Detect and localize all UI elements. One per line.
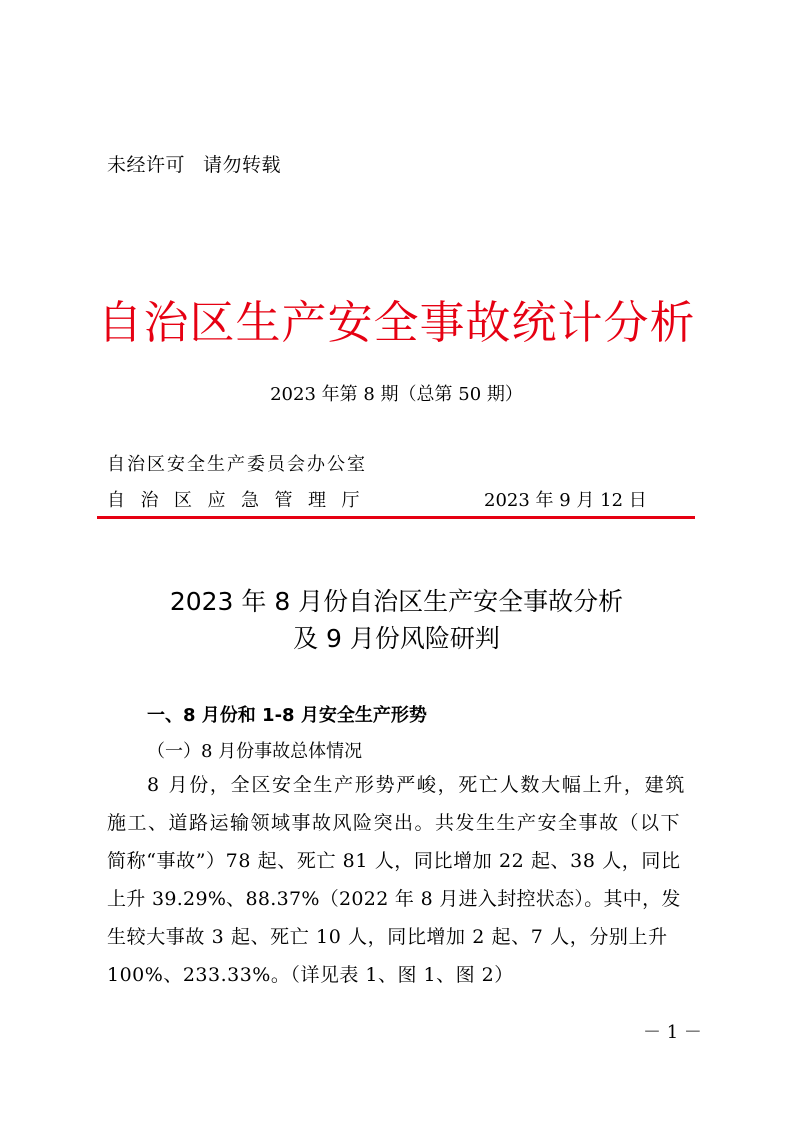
header-divider	[97, 516, 695, 519]
subsection-heading: （一）8 月份事故总体情况	[147, 741, 363, 762]
paragraph-line: 8 月份，全区安全生产形势严峻，死亡人数大幅上升，建筑	[147, 774, 687, 796]
issuer-emergency-management-department: 自治区应急管理厅	[107, 490, 375, 511]
article-title-line-2: 及 9 月份风险研判	[293, 624, 500, 653]
paragraph-line: 100%、233.33%。（详见表 1、图 1、图 2）	[107, 964, 514, 986]
page-number: － 1 －	[643, 1022, 702, 1043]
article-title-line-1: 2023 年 8 月份自治区生产安全事故分析	[169, 587, 624, 616]
paragraph-line: 简称“事故”）78 起、死亡 81 人，同比增加 22 起、38 人，同比	[107, 850, 681, 872]
paragraph-line: 施工、道路运输领域事故风险突出。共发生生产安全事故（以下	[107, 812, 682, 834]
notice-no-reprint: 请勿转载	[203, 154, 282, 176]
issuer-safety-committee-office: 自治区安全生产委员会办公室	[107, 454, 367, 475]
section-heading: 一、8 月份和 1-8 月安全生产形势	[147, 705, 427, 726]
reprint-notice	[107, 150, 281, 177]
bulletin-title: 自治区生产安全事故统计分析	[97, 296, 696, 349]
paragraph-line: 上升 39.29%、88.37%（2022 年 8 月进入封控状态）。其中，发	[107, 888, 681, 910]
notice-no-permission: 未经许可	[107, 154, 186, 176]
paragraph-line: 生较大事故 3 起、死亡 10 人，同比增加 2 起、7 人，分别上升	[107, 926, 668, 948]
issue-date: 2023 年 9 月 12 日	[484, 490, 647, 511]
issue-number: 2023 年第 8 期（总第 50 期）	[270, 384, 523, 405]
